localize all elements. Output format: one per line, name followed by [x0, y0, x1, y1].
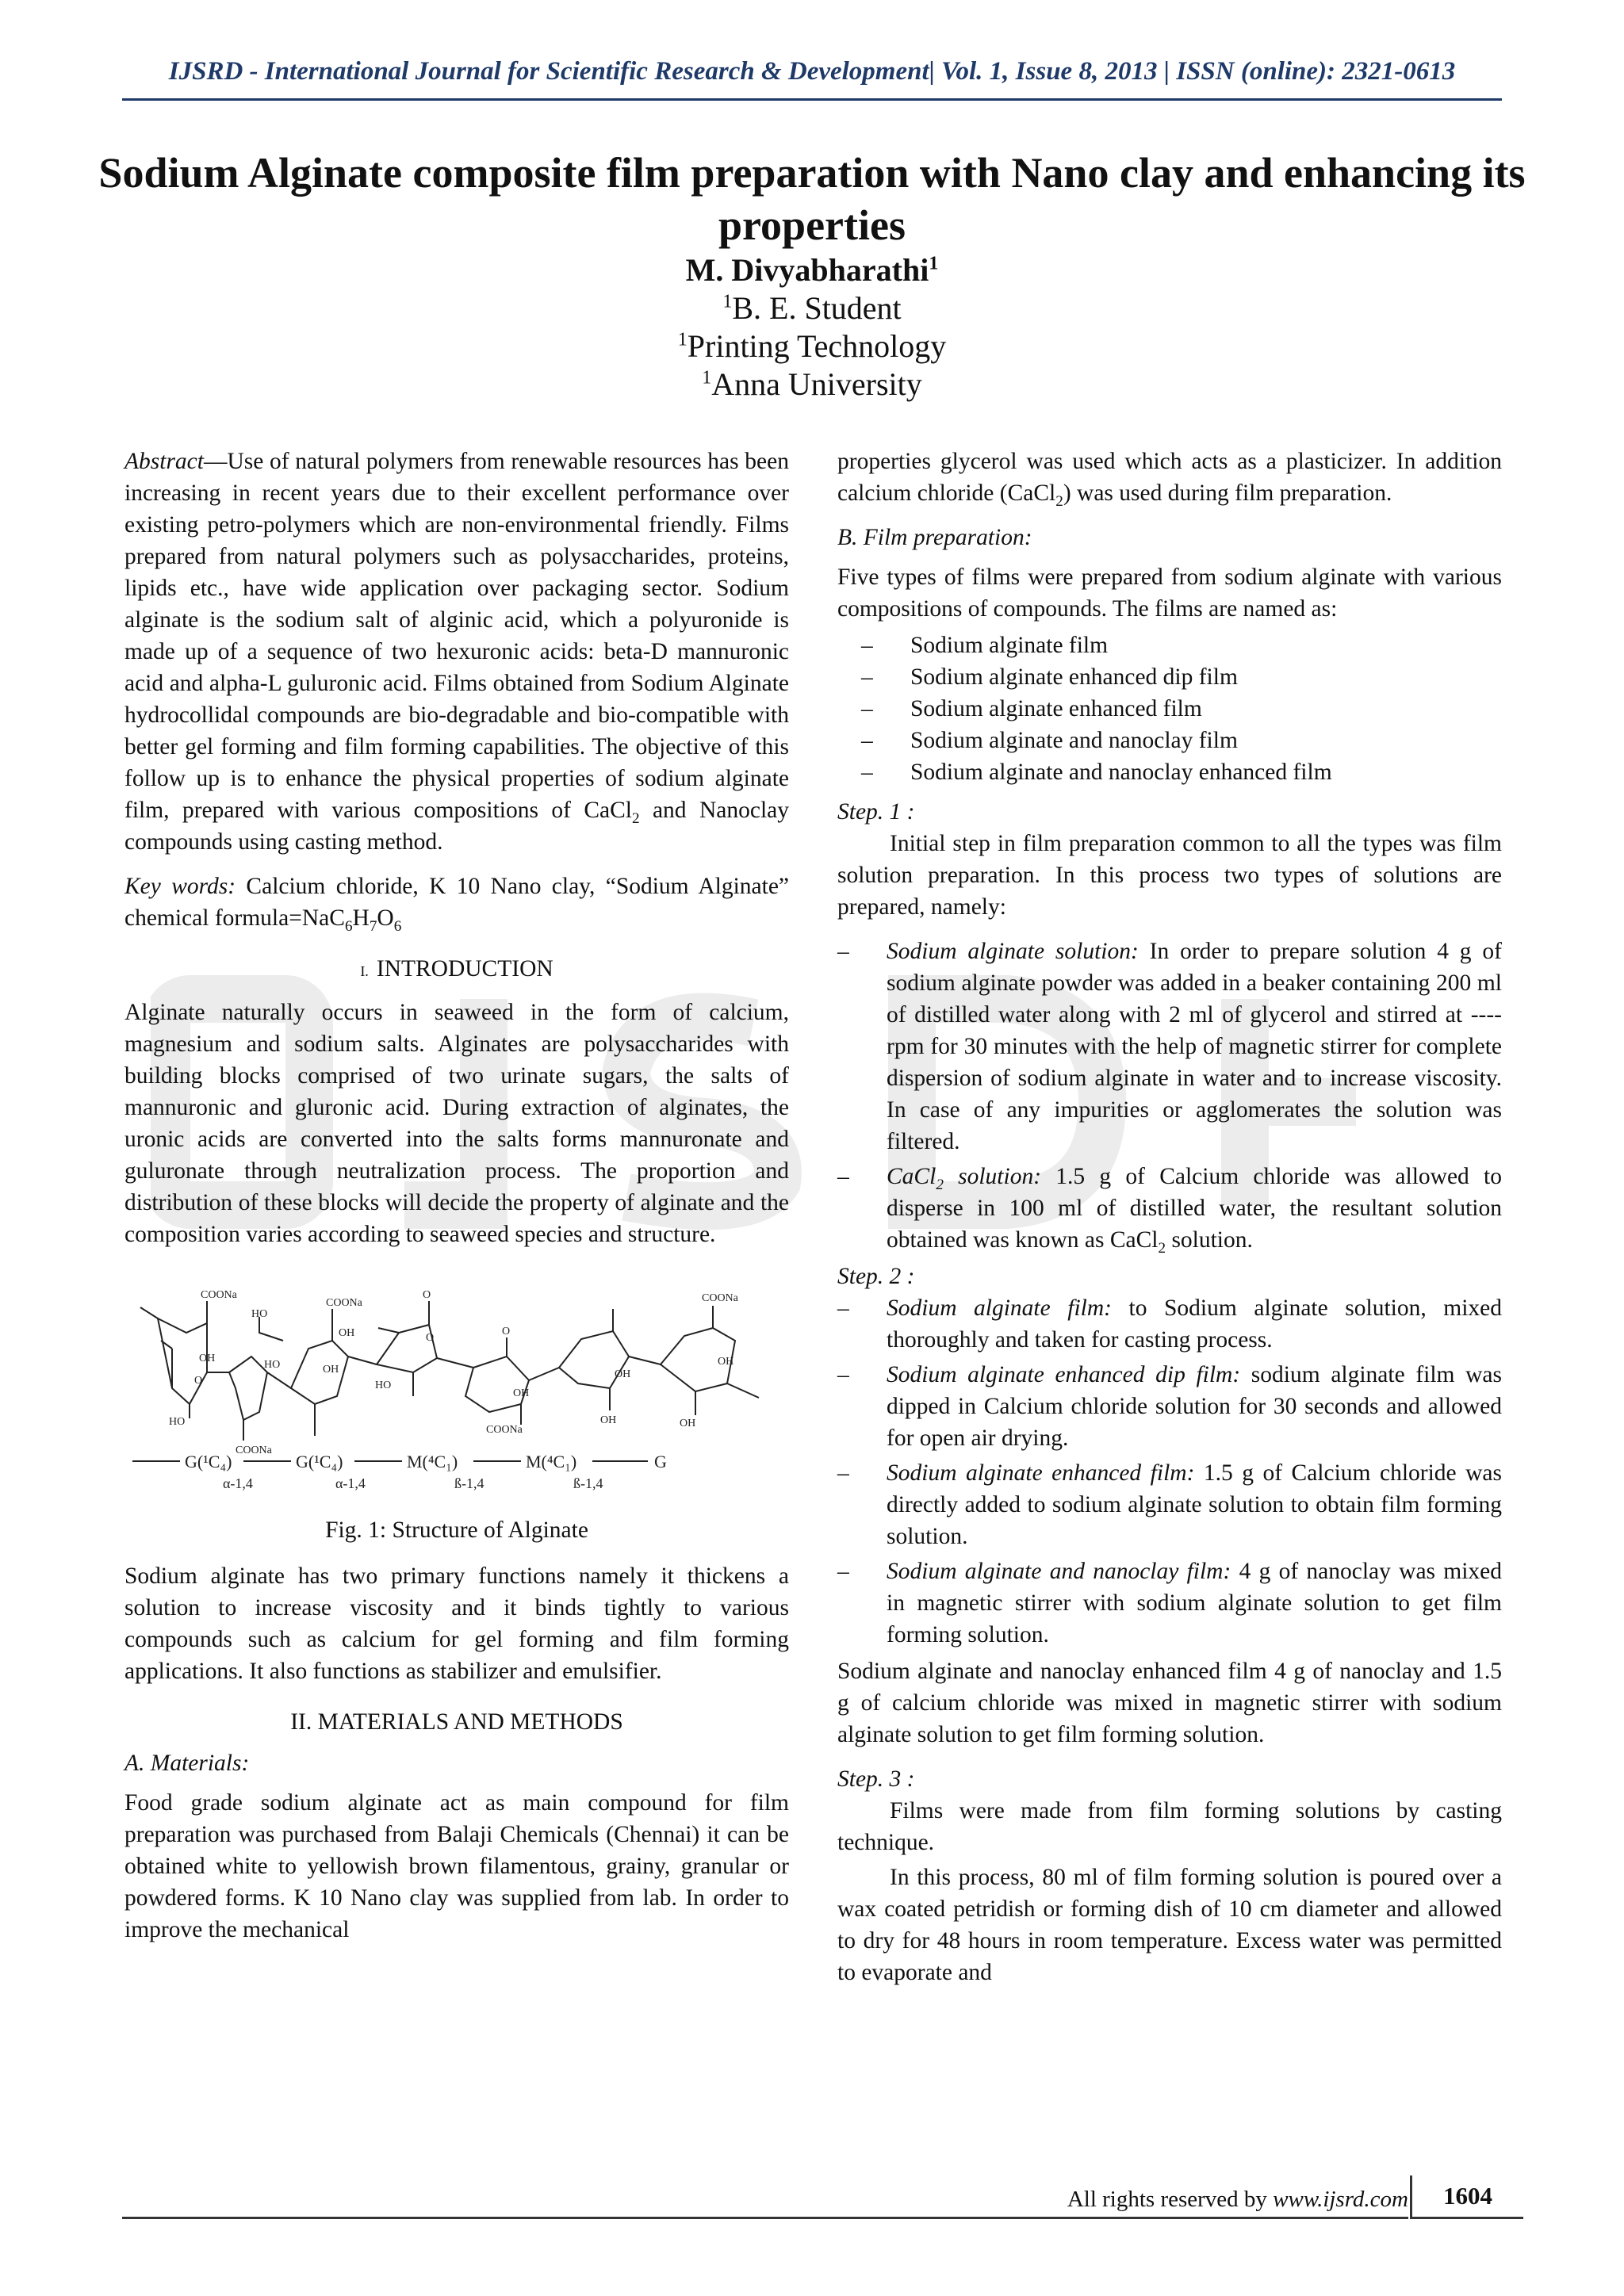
- step-1-text: Initial step in film preparation common to all the types was film solution preparation. In this process two types of solutions are prepared, namely:: [837, 831, 1502, 920]
- list-item: – Sodium alginate enhanced dip film: [861, 664, 1238, 690]
- author-name: M. Divyabharathi$^1$: [685, 252, 939, 288]
- list-item: – Sodium alginate enhanced film: [861, 696, 1202, 721]
- film-intro: Five types of films were prepared from sodium alginate with various compositions of compounds. The films are named as:: [837, 564, 1502, 622]
- oh-label-4: OH: [513, 1387, 530, 1399]
- oh-label-5: OH: [615, 1368, 631, 1380]
- list-item: – Sodium alginate and nanoclay enhanced film: [861, 760, 1332, 785]
- list-item: – Sodium alginate film: [861, 633, 1109, 658]
- link-label-3: ß-1,4: [454, 1475, 485, 1491]
- right-column: [837, 446, 1502, 2001]
- film-preparation-heading: B. Film preparation:: [837, 525, 1032, 550]
- page-number: 1604: [1410, 2175, 1523, 2219]
- footer-rule: [122, 2217, 1408, 2219]
- o-label-4: O: [502, 1326, 511, 1337]
- unit-label-5: G: [654, 1452, 667, 1471]
- chain-start-bond: [140, 1307, 158, 1318]
- alginate-structure-figure: [124, 1285, 789, 1491]
- keywords: Key words: Calcium chloride, K 10 Nano clay, “Sodium Alginate” chemical $formula=NaC_6H_7O_6$: [124, 874, 790, 935]
- methods-heading: II. MATERIALS AND METHODS: [290, 1709, 623, 1735]
- oh-label-8: OH: [680, 1418, 696, 1429]
- unit-label-3: M(⁴C₁): [407, 1452, 458, 1471]
- oh-label-7: OH: [718, 1356, 734, 1368]
- ho-label-1: HO: [251, 1308, 268, 1320]
- list-item: – Sodium alginate film: to Sodium alginate solution, mixed thoroughly and taken for casting process.: [837, 1295, 1502, 1353]
- step-2-list: [837, 1292, 1502, 1651]
- coona-label-3: COONa: [236, 1445, 272, 1456]
- link-label-2: α-1,4: [335, 1475, 366, 1491]
- paper-title: Sodium Alginate composite film preparation with Nano clay and enhancing its properties: [98, 149, 1526, 249]
- unit-label-1: G(¹C₄): [185, 1452, 232, 1471]
- step-3-label: Step. 3 :: [837, 1766, 915, 1792]
- step-3-text-1: Films were made from film forming solutions by casting technique.: [837, 1798, 1502, 1855]
- journal-header: IJSRD - International Journal for Scientific Research & Development| Vol. 1, Issue 8, 2013 | ISSN (online): 2321-0613: [168, 57, 1456, 86]
- oh-label-2: OH: [339, 1327, 355, 1339]
- title-block: [95, 147, 1529, 404]
- left-column: [124, 446, 789, 1958]
- solutions-list: [837, 936, 1502, 1256]
- step-1-label: Step. 1 :: [837, 799, 915, 825]
- list-item: – Sodium alginate enhanced dip film: sodium alginate film was dipped in Calcium chloride solution for 30 seconds and allowed for open air drying.: [837, 1362, 1502, 1451]
- oh-label-6: OH: [600, 1414, 617, 1426]
- unit-label-4: M(⁴C₁): [526, 1452, 577, 1471]
- materials-paragraph-cont: properties glycerol was used which acts as a plasticizer. In addition calcium chloride (CaCl$_2$) was used during film preparation.: [837, 449, 1502, 510]
- o-label-2: O: [426, 1332, 435, 1344]
- materials-paragraph: Food grade sodium alginate act as main compound for film preparation was purchased from Balaji Chemicals (Chennai) it can be obtained white to yellowish brown filamentous, grainy, granular or powdered forms. K 10 Nano clay was supplied from lab. In order to improve the mechanical: [124, 1790, 789, 1942]
- link-label-4: ß-1,4: [573, 1475, 603, 1491]
- ring-2: [229, 1357, 291, 1420]
- list-item: – Sodium alginate enhanced film: 1.5 g of Calcium chloride was directly added to sodium alginate solution to obtain film forming solution.: [837, 1460, 1502, 1549]
- abstract: Abstract—Use of natural polymers from renewable resources has been increasing in recent years due to their excellent performance over existing petro-polymers which are non-environmental friendly. Films prepared from natural polymers such as polysaccharides, proteins, lipids etc., have wide application over packaging sector. Sodium alginate is the sodium salt of alginic acid, which a polyuronide is made up of a sequence of two hexuronic acids: beta-D mannuronic acid and alpha-L guluronic acid. Films obtained from Sodium Alginate hydrocollidal compounds are bio-degradable and bio-compatible with better gel forming and film forming capabilities. The objective of this follow up is to enhance the physical properties of sodium alginate film, prepared with various compositions of CaCl$_2$ and Nanoclay compounds using casting method.: [124, 449, 789, 855]
- step-2-after: Sodium alginate and nanoclay enhanced film 4 g of nanoclay and 1.5 g of calcium chloride was mixed in magnetic stirrer with sodium alginate solution to get film forming solution.: [837, 1659, 1502, 1747]
- coona-label-2: COONa: [326, 1297, 362, 1309]
- intro-paragraph: Alginate naturally occurs in seaweed in the form of calcium, magnesium and sodium salts. Alginates are polysaccharides with building blocks comprised of two urinate sugars, the salts of mannuronic and gluronic acid. During extraction of alginates, the uronic acids are converted into the salts forms mannuronate and guluronate through neutralization process. The proportion and distribution of these blocks will decide the property of alginate and the composition varies according to seaweed species and structure.: [124, 1000, 789, 1247]
- intro-heading: I. INTRODUCTION: [360, 956, 553, 982]
- ring-4: [377, 1325, 473, 1372]
- unit-label-2: G(¹C₄): [296, 1452, 343, 1471]
- list-item: – Sodium alginate and nanoclay film: 4 g of nanoclay was mixed in magnetic stirrer with sodium alginate solution to get film forming solution.: [837, 1559, 1503, 1647]
- affiliation-2: $^1$Printing Technology: [677, 328, 947, 364]
- film-types-list: [837, 629, 1502, 788]
- ring-3: [291, 1341, 348, 1404]
- o-label-3: O: [423, 1289, 431, 1301]
- step-3-text-2: In this process, 80 ml of film forming solution is poured over a wax coated petridish or forming dish of 10 cm diameter and allowed to dry for 48 hours in room temperature. Excess water was permitted to evaporate and: [837, 1865, 1502, 1985]
- footer-site-link[interactable]: www.ijsrd.com: [1273, 2187, 1408, 2212]
- functions-paragraph: Sodium alginate has two primary functions namely it thickens a solution to increase viscosity and it binds tightly to various compounds such as calcium for gel forming and film forming applications. It also functions as stabilizer and emulsifier.: [124, 1563, 789, 1684]
- coona-label-4: COONa: [486, 1424, 523, 1436]
- link-label-1: α-1,4: [223, 1475, 253, 1491]
- ho-label-3: HO: [264, 1359, 281, 1371]
- affiliation-3: $^1$Anna University: [702, 366, 922, 402]
- list-item: – Sodium alginate solution: In order to prepare solution 4 g of sodium alginate powder was added in a beaker containing 200 ml of distilled water along with 2 ml of glycerol and stirred at ---- rpm for 30 minutes with the help of magnetic stirrer for complete dispersion of sodium alginate in water and to increase viscosity. In case of any impurities or agglomerates the solution was filtered.: [837, 939, 1502, 1154]
- figure-caption: Fig. 1: Structure of Alginate: [325, 1517, 588, 1543]
- oh-label-1: OH: [199, 1353, 216, 1364]
- list-item: – Sodium alginate and nanoclay film: [861, 728, 1238, 753]
- materials-heading: A. Materials:: [124, 1751, 250, 1776]
- header-rule: [122, 98, 1502, 101]
- o-label-1: O: [194, 1375, 203, 1387]
- list-item: – CaCl$_2$ solution: 1.5 g of Calcium chloride was allowed to disperse in 100 ml of distilled water, the resultant solution obtained was known as CaCl$_2$ solution.: [837, 1164, 1502, 1257]
- footer-rights: All rights reserved by www.ijsrd.com: [1067, 2187, 1408, 2212]
- ho-label-4: HO: [375, 1380, 392, 1391]
- coona-label-1: COONa: [201, 1289, 237, 1301]
- affiliation-1: $^1$B. E. Student: [722, 290, 902, 326]
- step-2-label: Step. 2 :: [837, 1264, 915, 1289]
- ho-label-2: HO: [169, 1416, 186, 1428]
- oh-label-3: OH: [323, 1364, 339, 1376]
- coona-label-5: COONa: [702, 1292, 738, 1304]
- ring-5: [465, 1357, 529, 1412]
